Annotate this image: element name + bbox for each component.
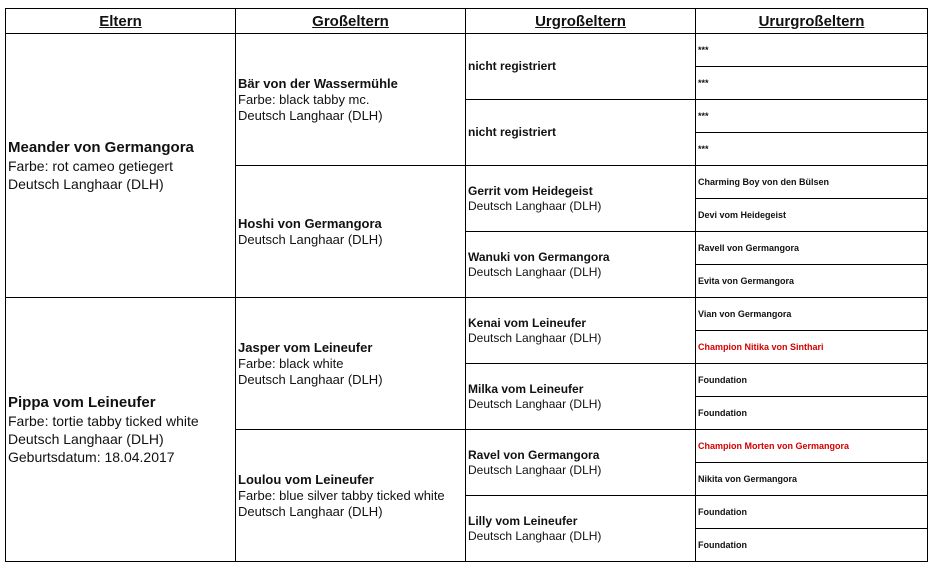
great-grandparent-cell (466, 364, 696, 430)
header-eltern: Eltern (6, 9, 236, 34)
grandparent-cell (236, 34, 466, 166)
header-ururgrosseltern: Ururgroßeltern (696, 9, 928, 34)
gg-grandparent-name: *** (698, 111, 709, 121)
gg-grandparent-name: *** (698, 144, 709, 154)
great-grandparent-cell (466, 298, 696, 364)
gg-grandparent-name: *** (698, 45, 709, 55)
grandparent-detail: Farbe: black white (238, 355, 344, 371)
gg-grandparent-name: Foundation (698, 375, 747, 385)
great-grandparent-name: nicht registriert (468, 59, 557, 73)
grandparent-detail: Deutsch Langhaar (DLH) (238, 503, 383, 519)
great-grandparent-detail: Deutsch Langhaar (DLH) (468, 264, 602, 279)
gg-grandparent-cell (696, 298, 928, 331)
grandparent-detail: Deutsch Langhaar (DLH) (238, 107, 383, 123)
parent-detail: Geburtsdatum: 18.04.2017 (8, 448, 175, 465)
gg-grandparent-cell (696, 265, 928, 298)
parent-name: Pippa vom Leineufer (8, 393, 156, 411)
grandparent-detail: Deutsch Langhaar (DLH) (238, 371, 383, 387)
great-grandparent-cell (466, 496, 696, 562)
great-grandparent-cell (466, 232, 696, 298)
gg-grandparent-name: Ravell von Germangora (698, 243, 800, 253)
gg-grandparent-cell (696, 364, 928, 397)
parent-cell-sire (6, 34, 236, 298)
header-row (6, 9, 928, 34)
gg-grandparent-name: Champion Morten von Germangora (698, 441, 850, 451)
gg-grandparent-name: Vian von Germangora (698, 309, 792, 319)
gg-grandparent-cell (696, 199, 928, 232)
header-grosseltern: Großeltern (236, 9, 466, 34)
great-grandparent-name: Kenai vom Leineufer (468, 315, 587, 330)
great-grandparent-cell (466, 166, 696, 232)
great-grandparent-detail: Deutsch Langhaar (DLH) (468, 462, 602, 477)
great-grandparent-name: Milka vom Leineufer (468, 381, 584, 396)
great-grandparent-cell (466, 34, 696, 100)
grandparent-detail: Farbe: black tabby mc. (238, 91, 370, 107)
parent-detail: Farbe: rot cameo getiegert (8, 157, 173, 174)
header-urgrosseltern: Urgroßeltern (466, 9, 696, 34)
gg-grandparent-name: Evita von Germangora (698, 276, 795, 286)
parent-detail: Deutsch Langhaar (DLH) (8, 430, 164, 447)
gg-grandparent-cell (696, 331, 928, 364)
parent-cell-dam (6, 298, 236, 562)
great-grandparent-detail: Deutsch Langhaar (DLH) (468, 396, 602, 411)
grandparent-detail: Deutsch Langhaar (DLH) (238, 231, 383, 247)
gg-grandparent-name: Devi vom Heidegeist (698, 210, 787, 220)
great-grandparent-name: Wanuki von Germangora (468, 249, 610, 264)
gg-grandparent-cell (696, 34, 928, 67)
grandparent-detail: Farbe: blue silver tabby ticked white (238, 487, 445, 503)
great-grandparent-name: Ravel von Germangora (468, 447, 600, 462)
great-grandparent-detail: Deutsch Langhaar (DLH) (468, 330, 602, 345)
gg-grandparent-name: Champion Nitika von Sinthari (698, 342, 824, 352)
grandparent-name: Hoshi von Germangora (238, 215, 382, 231)
gg-grandparent-name: *** (698, 78, 709, 88)
gg-grandparent-cell (696, 232, 928, 265)
gg-grandparent-name: Foundation (698, 408, 747, 418)
grandparent-name: Jasper vom Leineufer (238, 339, 373, 355)
gg-grandparent-name: Nikita von Germangora (698, 474, 798, 484)
gg-grandparent-cell (696, 430, 928, 463)
gg-grandparent-cell (696, 166, 928, 199)
pedigree-table (5, 8, 928, 562)
parent-name: Meander von Germangora (8, 138, 194, 156)
grandparent-cell (236, 430, 466, 562)
parent-detail: Farbe: tortie tabby ticked white (8, 412, 199, 429)
gg-grandparent-cell (696, 496, 928, 529)
great-grandparent-name: Gerrit vom Heidegeist (468, 183, 593, 198)
grandparent-name: Loulou vom Leineufer (238, 471, 374, 487)
great-grandparent-cell (466, 100, 696, 166)
great-grandparent-detail: Deutsch Langhaar (DLH) (468, 198, 602, 213)
gg-grandparent-cell (696, 529, 928, 562)
gg-grandparent-cell (696, 67, 928, 100)
great-grandparent-name: Lilly vom Leineufer (468, 513, 578, 528)
great-grandparent-cell (466, 430, 696, 496)
gg-grandparent-cell (696, 133, 928, 166)
gg-grandparent-cell (696, 463, 928, 496)
parent-detail: Deutsch Langhaar (DLH) (8, 175, 164, 192)
gg-grandparent-name: Foundation (698, 540, 747, 550)
great-grandparent-name: nicht registriert (468, 125, 557, 139)
grandparent-cell (236, 166, 466, 298)
gg-grandparent-cell (696, 100, 928, 133)
great-grandparent-detail: Deutsch Langhaar (DLH) (468, 528, 602, 543)
grandparent-name: Bär von der Wassermühle (238, 75, 398, 91)
gg-grandparent-name: Foundation (698, 507, 747, 517)
gg-grandparent-cell (696, 397, 928, 430)
gg-grandparent-name: Charming Boy von den Bülsen (698, 177, 830, 187)
grandparent-cell (236, 298, 466, 430)
